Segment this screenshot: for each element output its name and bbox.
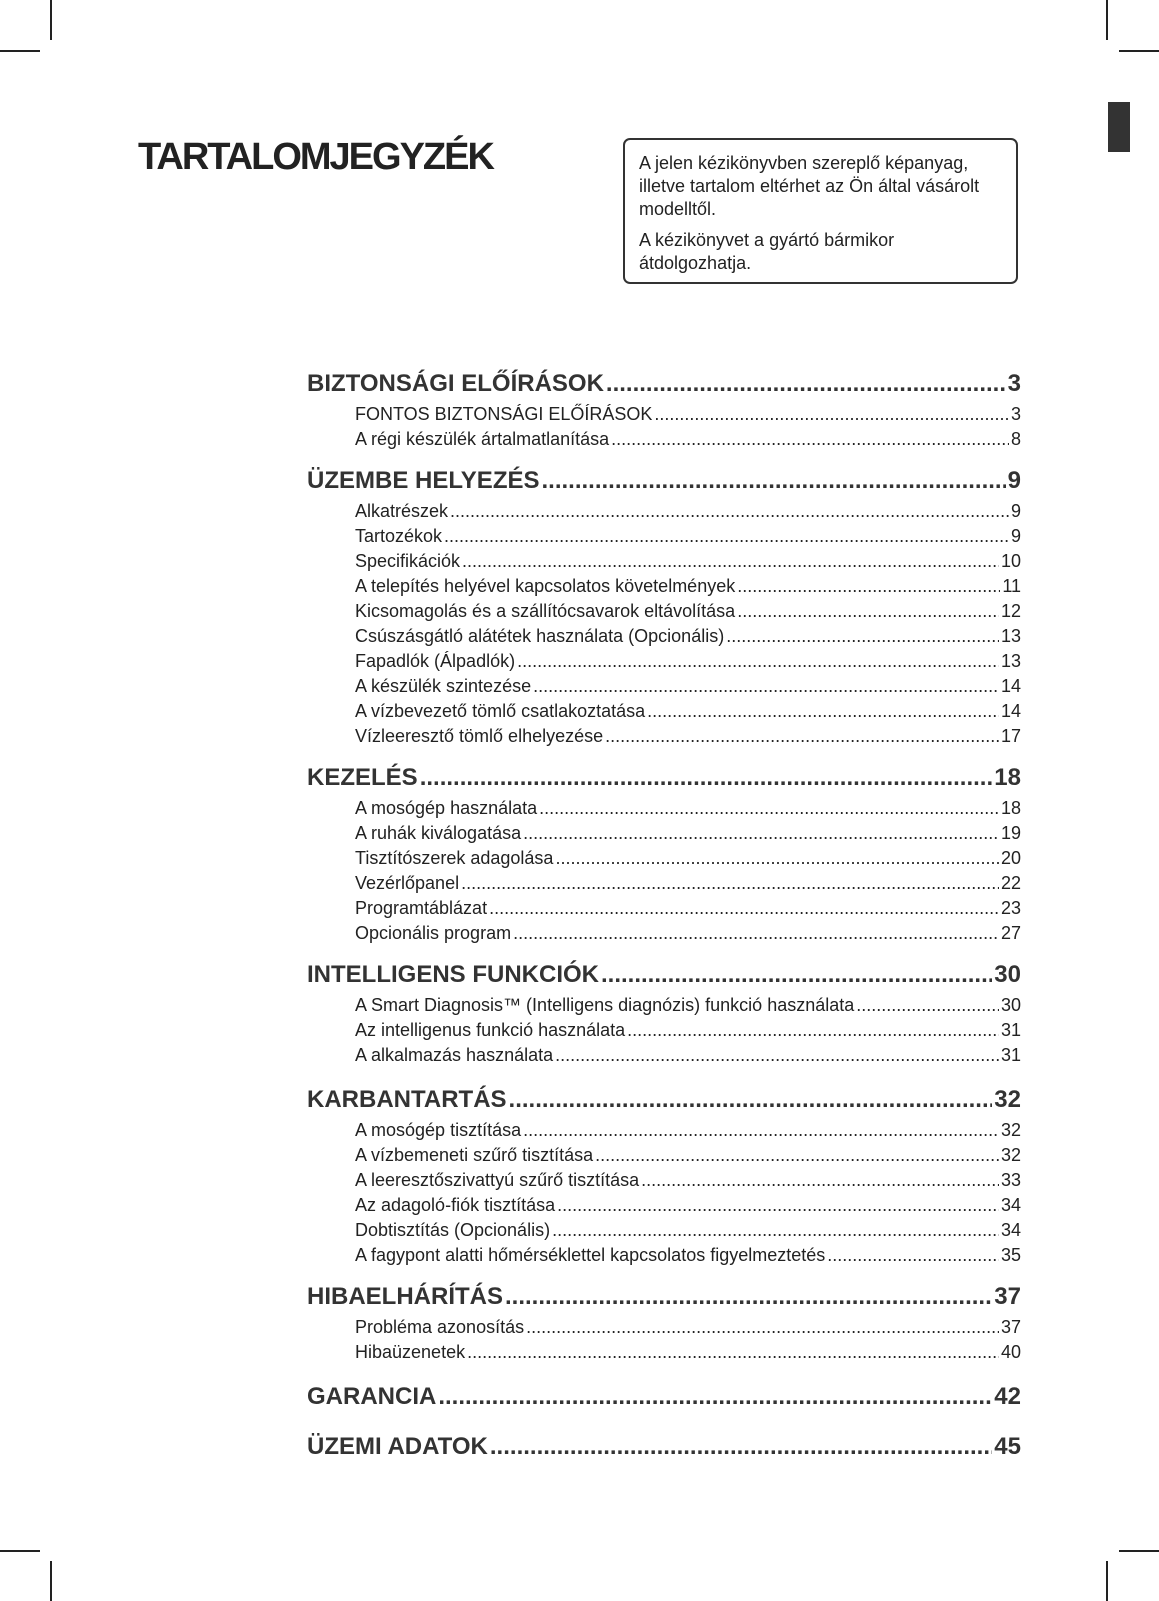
toc-page-number: 34 [1000, 1220, 1021, 1240]
toc-section [307, 463, 1021, 749]
toc-leader [539, 796, 999, 821]
toc-page-number: 32 [1000, 1145, 1021, 1165]
toc-page-number: 30 [994, 961, 1021, 988]
toc-section-title: INTELLIGENS FUNKCIÓK [307, 961, 599, 988]
toc-leader [595, 1143, 999, 1168]
toc-section [307, 760, 1021, 946]
toc-entry-title: Hibaüzenetek [355, 1342, 466, 1362]
toc-section [307, 366, 1021, 452]
toc-entry[interactable] [307, 846, 1021, 871]
toc-leader [555, 846, 999, 871]
toc-leader [438, 1379, 992, 1415]
toc-page-number: 3 [1010, 404, 1021, 424]
toc-page-number: 9 [1007, 467, 1021, 494]
notice-paragraph: A jelen kézikönyvben szereplő képanyag, illetve tartalom eltérhet az Ön által vásárolt modelltől. [639, 153, 980, 219]
toc-page-number: 22 [1000, 873, 1021, 893]
toc-entry[interactable] [307, 1118, 1021, 1143]
toc-leader [601, 957, 992, 993]
toc-leader [533, 674, 999, 699]
toc-section [307, 957, 1021, 1068]
toc-page-number: 9 [1010, 526, 1021, 546]
toc-leader [461, 871, 999, 896]
toc-leader [420, 760, 993, 796]
crop-mark [50, 1561, 52, 1601]
toc-entry[interactable] [307, 1340, 1021, 1365]
chapter-tab-marker [1108, 102, 1130, 152]
notice-box [623, 138, 1018, 284]
toc-section-title: ÜZEMI ADATOK [307, 1433, 488, 1460]
toc-section-entry[interactable] [307, 366, 1021, 402]
toc-entry[interactable] [307, 871, 1021, 896]
toc-section-title: KEZELÉS [307, 764, 418, 791]
toc-section-title: BIZTONSÁGI ELŐÍRÁSOK [307, 370, 604, 397]
toc-entry-title: Specifikációk [355, 551, 461, 571]
toc-leader [462, 549, 999, 574]
toc-leader [555, 1043, 999, 1068]
toc-entry-title: FONTOS BIZTONSÁGI ELŐÍRÁSOK [355, 404, 653, 424]
toc-page-number: 23 [1000, 898, 1021, 918]
toc-page-number: 8 [1010, 429, 1021, 449]
toc-leader [509, 1082, 993, 1118]
toc-entry-title: Fapadlók (Álpadlók) [355, 651, 516, 671]
toc-section-entry[interactable] [307, 1429, 1021, 1465]
toc-leader [489, 896, 999, 921]
toc-entry-title: A vízbevezető tömlő csatlakoztatása [355, 701, 646, 721]
toc-section-entry[interactable] [307, 957, 1021, 993]
toc-entry[interactable] [307, 499, 1021, 524]
toc-entry-title: Programtáblázat [355, 898, 488, 918]
toc-entry-title: Probléma azonosítás [355, 1317, 525, 1337]
toc-leader [654, 402, 1009, 427]
toc-leader [606, 366, 1006, 402]
toc-entry-title: A ruhák kiválogatása [355, 823, 522, 843]
toc-leader [490, 1429, 992, 1465]
toc-entry[interactable] [307, 1243, 1021, 1268]
toc-entry[interactable] [307, 599, 1021, 624]
toc-section-title: GARANCIA [307, 1383, 437, 1410]
toc-leader [647, 699, 999, 724]
toc-entry-title: Opcionális program [355, 923, 512, 943]
toc-section [307, 1082, 1021, 1268]
toc-entry[interactable] [307, 624, 1021, 649]
toc-leader [827, 1243, 999, 1268]
toc-leader [552, 1218, 999, 1243]
crop-mark [1106, 1561, 1108, 1601]
toc-entry-title: Alkatrészek [355, 501, 449, 521]
toc-page-number: 10 [1000, 551, 1021, 571]
crop-mark [0, 1550, 40, 1552]
toc-entry-title: A mosógép használata [355, 798, 538, 818]
toc-entry[interactable] [307, 1218, 1021, 1243]
toc-entry-title: Az adagoló-fiók tisztítása [355, 1195, 556, 1215]
toc-section [307, 1429, 1021, 1465]
toc-section-entry[interactable] [307, 463, 1021, 499]
toc-entry[interactable] [307, 649, 1021, 674]
toc-entry-title: A telepítés helyével kapcsolatos követelmények [355, 576, 736, 596]
toc-page-number: 32 [1000, 1120, 1021, 1140]
toc-entry-title: Az intelligenus funkció használata [355, 1020, 626, 1040]
crop-mark [1119, 1550, 1159, 1552]
toc-section-title: KARBANTARTÁS [307, 1086, 507, 1113]
toc-leader [523, 821, 999, 846]
toc-leader [542, 463, 1006, 499]
toc-leader [856, 993, 999, 1018]
toc-page-number: 35 [1000, 1245, 1021, 1265]
crop-mark [1119, 50, 1159, 52]
toc-page-number: 13 [1000, 626, 1021, 646]
toc-page-number: 31 [1000, 1045, 1021, 1065]
toc-page-number: 13 [1000, 651, 1021, 671]
toc-section [307, 1379, 1021, 1415]
toc-page-number: 42 [994, 1383, 1021, 1410]
toc-page-number: 18 [994, 764, 1021, 791]
toc-entry-title: Tisztítószerek adagolása [355, 848, 554, 868]
toc-entry[interactable] [307, 1315, 1021, 1340]
toc-page-number: 40 [1000, 1342, 1021, 1362]
toc-page-number: 32 [994, 1086, 1021, 1113]
toc-entry[interactable] [307, 699, 1021, 724]
toc-entry-title: A vízbemeneti szűrő tisztítása [355, 1145, 594, 1165]
toc-entry-title: A mosógép tisztítása [355, 1120, 522, 1140]
toc-page-number: 33 [1000, 1170, 1021, 1190]
toc-leader [467, 1340, 999, 1365]
toc-entry[interactable] [307, 724, 1021, 749]
toc-entry[interactable] [307, 821, 1021, 846]
toc-leader [611, 427, 1009, 452]
toc-entry-title: Csúszásgátló alátétek használata (Opcionális) [355, 626, 725, 646]
toc-entry-title: Dobtisztítás (Opcionális) [355, 1220, 551, 1240]
toc-entry[interactable] [307, 1168, 1021, 1193]
toc-page-number: 19 [1000, 823, 1021, 843]
toc-leader [627, 1018, 999, 1043]
toc-entry[interactable] [307, 896, 1021, 921]
crop-mark [50, 0, 52, 40]
toc-page-number: 18 [1000, 798, 1021, 818]
toc-section-entry[interactable] [307, 1379, 1021, 1415]
toc-leader [517, 649, 999, 674]
toc-entry-title: A alkalmazás használata [355, 1045, 554, 1065]
toc-leader [737, 574, 1000, 599]
toc-entry-title: Vezérlőpanel [355, 873, 460, 893]
toc-page-number: 37 [994, 1283, 1021, 1310]
toc-entry[interactable] [307, 1043, 1021, 1068]
toc-page-number: 14 [1000, 701, 1021, 721]
toc-page-number: 20 [1000, 848, 1021, 868]
toc-entry[interactable] [307, 427, 1021, 452]
toc-section-title: HIBAELHÁRÍTÁS [307, 1283, 503, 1310]
toc-leader [513, 921, 999, 946]
toc-entry[interactable] [307, 402, 1021, 427]
crop-mark [1106, 0, 1108, 40]
toc-entry-title: A fagypont alatti hőmérséklettel kapcsolatos figyelmeztetés [355, 1245, 826, 1265]
toc-section-title: ÜZEMBE HELYEZÉS [307, 467, 540, 494]
toc-entry-title: A leeresztőszivattyú szűrő tisztítása [355, 1170, 640, 1190]
notice-paragraph: A kézikönyvet a gyártó bármikor átdolgozhatja. [639, 230, 895, 273]
toc-entry[interactable] [307, 524, 1021, 549]
toc-section-entry[interactable] [307, 1082, 1021, 1118]
toc-entry[interactable] [307, 574, 1021, 599]
toc-entry-title: A készülék szintezése [355, 676, 532, 696]
toc-page-number: 12 [1000, 601, 1021, 621]
toc-leader [450, 499, 1009, 524]
toc-entry[interactable] [307, 796, 1021, 821]
toc-leader [505, 1279, 992, 1315]
toc-page-number: 30 [1000, 995, 1021, 1015]
toc-entry[interactable] [307, 921, 1021, 946]
toc-leader [737, 599, 999, 624]
toc-entry[interactable] [307, 1143, 1021, 1168]
toc-entry[interactable] [307, 993, 1021, 1018]
toc-page-number: 17 [1000, 726, 1021, 746]
toc-page-number: 31 [1000, 1020, 1021, 1040]
toc-entry-title: A régi készülék ártalmatlanítása [355, 429, 610, 449]
toc-leader [526, 1315, 999, 1340]
toc-entry-title: Kicsomagolás és a szállítócsavarok eltávolítása [355, 601, 736, 621]
toc-page-number: 37 [1000, 1317, 1021, 1337]
toc-section-entry[interactable] [307, 760, 1021, 796]
toc-entry-title: Vízleeresztő tömlő elhelyezése [355, 726, 604, 746]
toc-page-number: 3 [1007, 370, 1021, 397]
toc-leader [557, 1193, 999, 1218]
toc-page-number: 34 [1000, 1195, 1021, 1215]
toc-leader [523, 1118, 999, 1143]
crop-mark [0, 50, 40, 52]
toc-section-entry[interactable] [307, 1279, 1021, 1315]
toc-entry-title: Tartozékok [355, 526, 443, 546]
toc-entry[interactable] [307, 1018, 1021, 1043]
toc-leader [444, 524, 1009, 549]
toc-page-number: 45 [994, 1433, 1021, 1460]
toc-entry[interactable] [307, 549, 1021, 574]
toc-page-number: 9 [1010, 501, 1021, 521]
toc-entry-title: A Smart Diagnosis™ (Intelligens diagnózis) funkció használata [355, 995, 855, 1015]
page-title: TARTALOMJEGYZÉK [138, 136, 493, 178]
toc-leader [726, 624, 999, 649]
toc-entry[interactable] [307, 674, 1021, 699]
toc-page-number: 14 [1000, 676, 1021, 696]
toc-leader [641, 1168, 999, 1193]
table-of-contents [307, 366, 1021, 1476]
toc-page-number: 11 [1002, 576, 1021, 596]
toc-section [307, 1279, 1021, 1365]
toc-page-number: 27 [1000, 923, 1021, 943]
toc-entry[interactable] [307, 1193, 1021, 1218]
toc-leader [605, 724, 999, 749]
